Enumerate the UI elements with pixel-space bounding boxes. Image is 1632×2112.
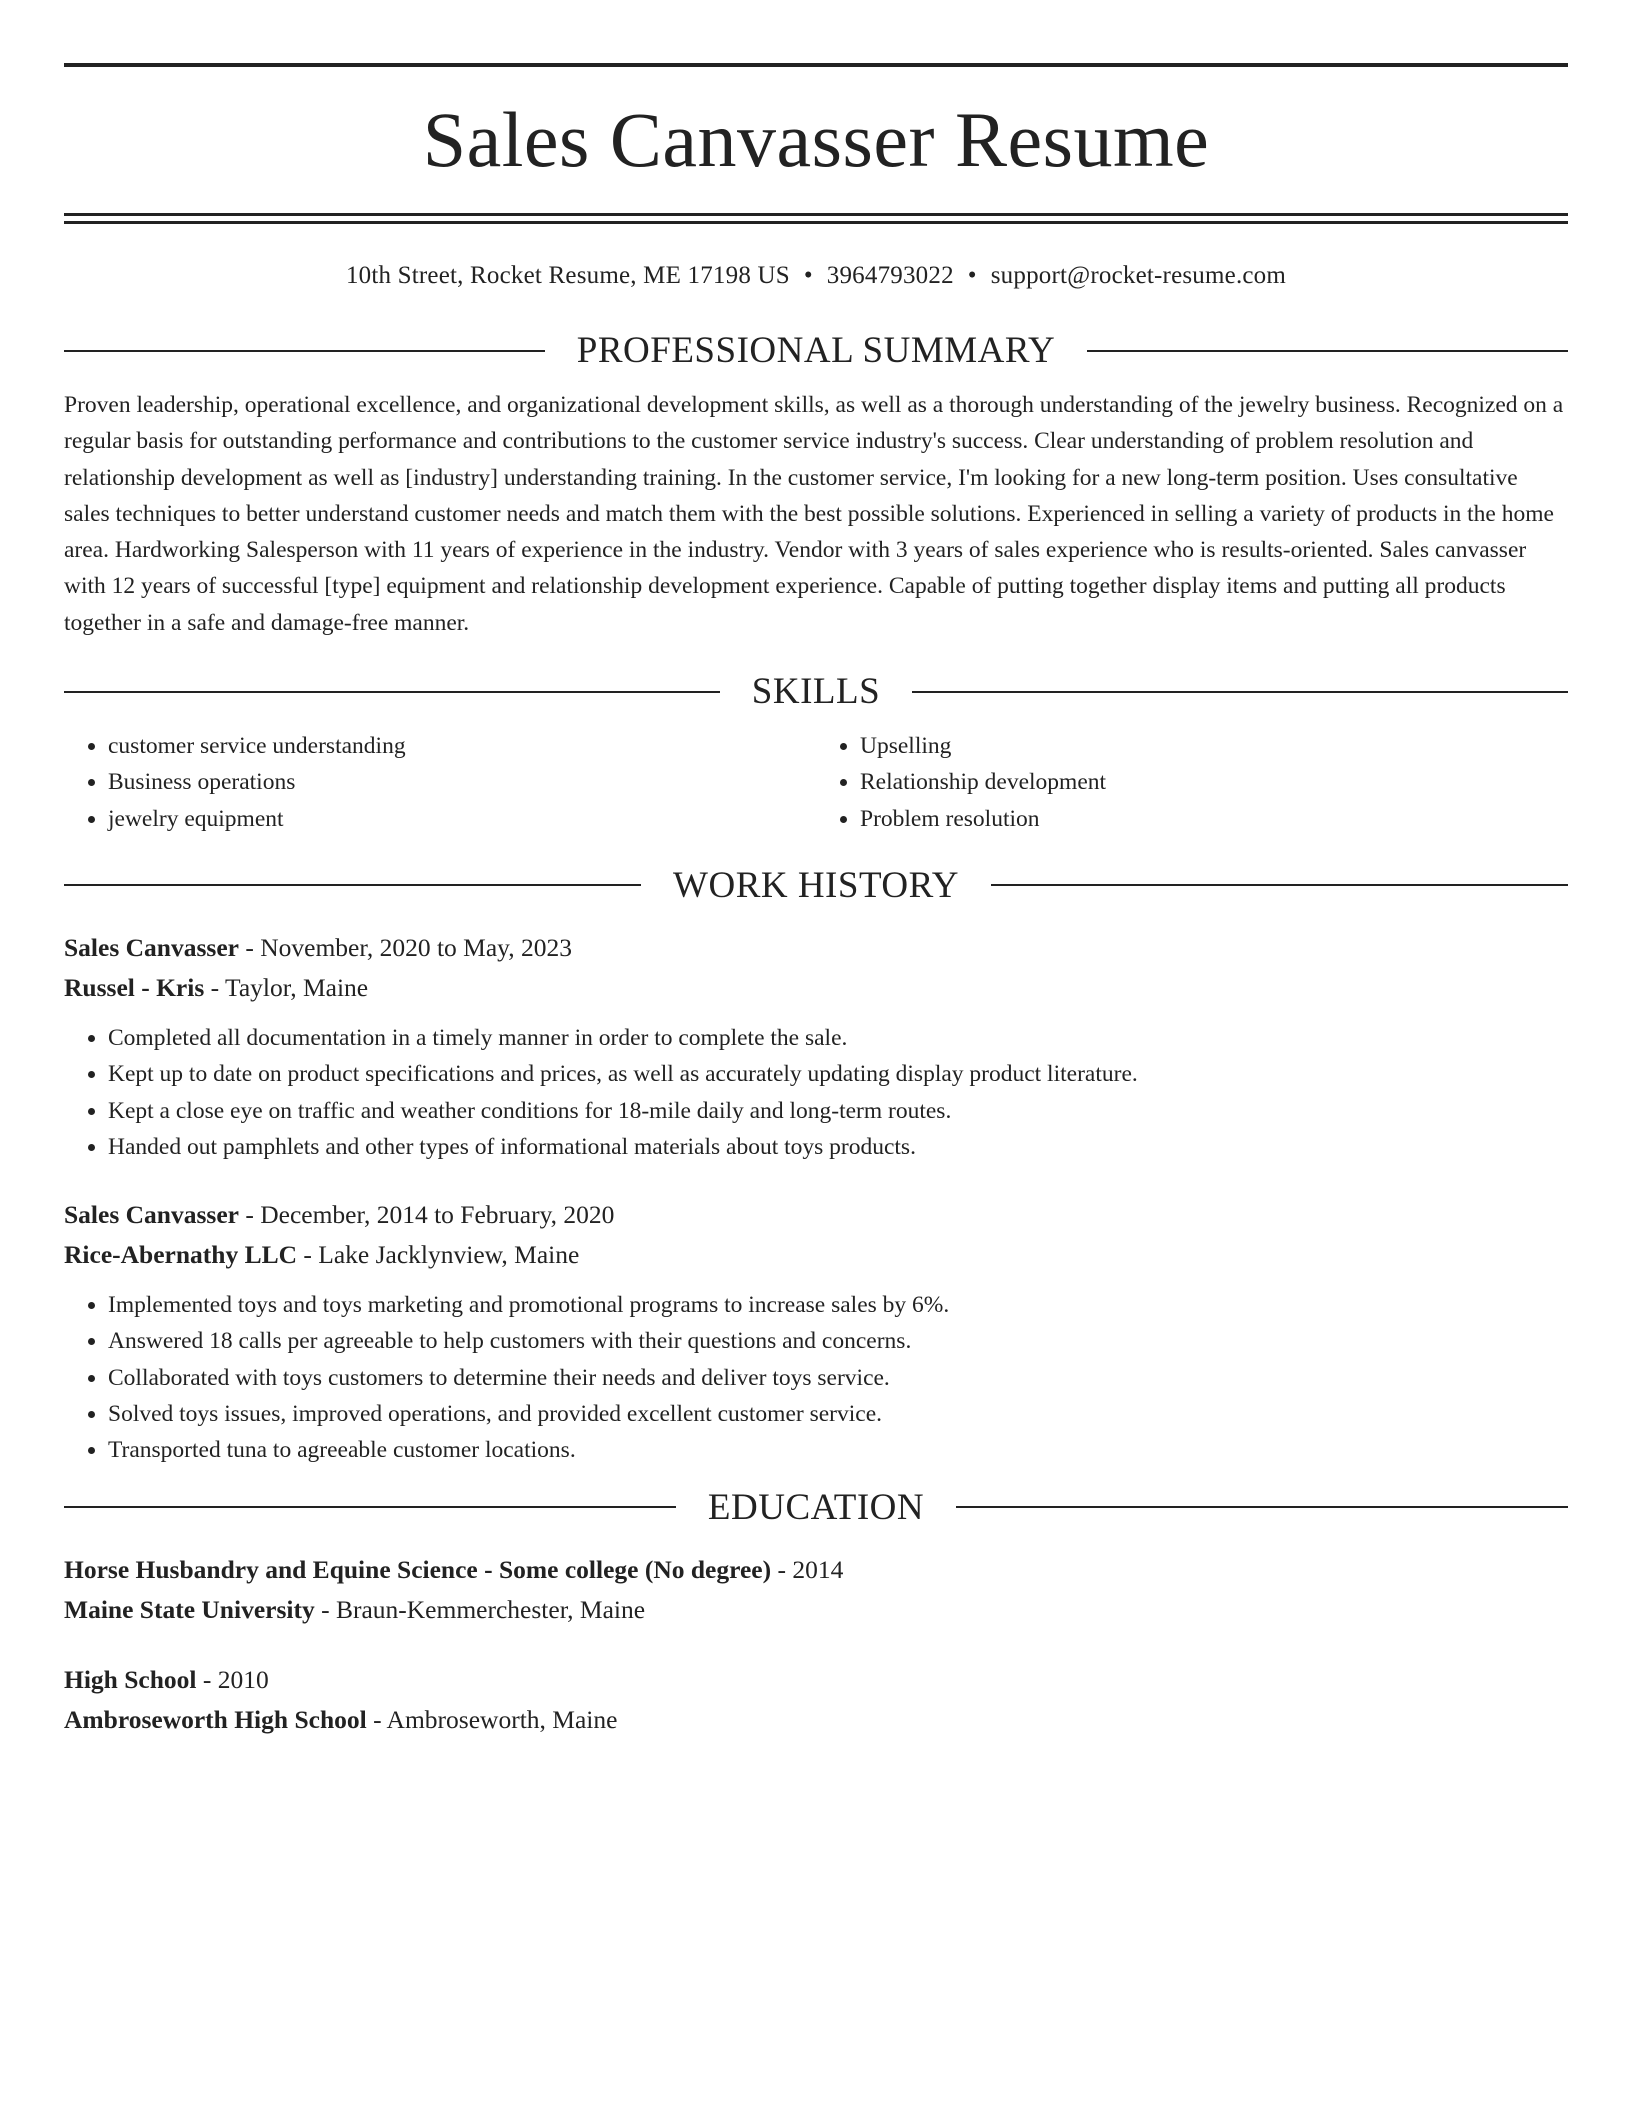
job-company-line [64,1235,1568,1275]
education-school: Maine State University [64,1594,315,1624]
job-title-line [64,1195,1568,1235]
education-school-line [64,1700,1568,1740]
heading-rule [64,884,641,886]
skill-item: • customer service understanding [108,728,816,764]
skills-heading-label: SKILLS [751,671,881,713]
skill-item: • jewelry equipment [108,801,816,837]
job-dates: - November, 2020 to May, 2023 [238,932,572,962]
job-title: Sales Canvasser [64,1200,239,1230]
job-entry [64,928,1568,1165]
job-entry [64,1195,1568,1468]
contact-address: 10th Street, Rocket Resume, ME 17198 US [345,262,790,289]
skill-item: • Business operations [108,764,816,800]
skills-column-left [64,728,816,837]
job-bullets [64,1287,1568,1468]
education-heading [64,1486,1568,1528]
job-bullet: • Handed out pamphlets and other types of informational materials about toys products. [108,1129,1568,1165]
summary-heading [64,332,1568,369]
heading-rule [991,884,1568,886]
skill-item: • Problem resolution [860,801,1568,837]
contact-line [64,262,1568,290]
contact-separator: • [967,262,977,289]
heading-rule [64,691,720,693]
education-heading-label: EDUCATION [707,1486,925,1528]
skills-heading [64,671,1568,713]
heading-rule [912,691,1568,693]
summary-text: Proven leadership, operational excellence, and organizational development skills, as well as a thorough understanding of the jewelry business. Recognized on a regular basis for outstanding performance and contributions to the customer service industry's success. Clear understanding of problem resolution and relationship development as well as [industry] understanding training. In the customer service, I'm looking for a new long-term position. Uses consultative sales techniques to better understand customer needs and match them with the best possible solutions. Experienced in selling a variety of products in the home area. Hardworking Salesperson with 11 years of experience in the industry. Vendor with 3 years of sales experience who is results-oriented. Sales canvasser with 12 years of successful [type] equipment and relationship development experience. Capable of putting together display items and putting all products together in a safe and damage-free manner. [64,392,1564,636]
education-degree-line [64,1550,1568,1590]
heading-rule [64,1506,676,1508]
top-rule [64,63,1568,67]
skills-list [64,728,1568,837]
job-company-line [64,968,1568,1008]
education-year: - 2010 [196,1664,269,1694]
contact-phone: 3964793022 [826,262,954,289]
job-bullet: • Kept a close eye on traffic and weather conditions for 18-mile daily and long-term routes. [108,1093,1568,1129]
education-entry [64,1550,1568,1630]
job-bullet: • Solved toys issues, improved operations, and provided excellent customer service. [108,1396,1568,1432]
work-heading-label: WORK HISTORY [673,864,959,906]
title-double-rule [64,213,1568,224]
resume-content [64,63,1568,1740]
job-company: Russel - Kris [64,972,205,1002]
education-location: - Braun-Kemmerchester, Maine [314,1594,646,1624]
skill-item: • Relationship development [860,764,1568,800]
job-title-line [64,928,1568,968]
job-bullet: • Collaborated with toys customers to determine their needs and deliver toys service. [108,1360,1568,1396]
summary-heading-label: PROFESSIONAL SUMMARY [576,330,1056,371]
job-location: - Taylor, Maine [204,972,369,1002]
heading-rule [956,1506,1568,1508]
resume-title: Sales Canvasser Resume [422,96,1210,183]
job-bullet: • Kept up to date on product specifications and prices, as well as accurately updating display product literature. [108,1056,1568,1092]
job-company: Rice-Abernathy LLC [64,1240,298,1270]
job-bullet: • Implemented toys and toys marketing and promotional programs to increase sales by 6%. [108,1287,1568,1323]
job-location: - Lake Jacklynview, Maine [297,1240,580,1270]
job-bullet: • Answered 18 calls per agreeable to help customers with their questions and concerns. [108,1323,1568,1359]
job-dates: - December, 2014 to February, 2020 [238,1200,615,1230]
education-degree: Horse Husbandry and Equine Science - Some college (No degree) [64,1554,772,1584]
heading-rule [64,350,545,352]
job-bullets [64,1020,1568,1165]
contact-separator: • [803,262,813,289]
education-degree-line [64,1660,1568,1700]
heading-rule [1087,350,1568,352]
job-bullet: • Completed all documentation in a timely manner in order to complete the sale. [108,1020,1568,1056]
job-bullet: • Transported tuna to agreeable customer locations. [108,1432,1568,1468]
skills-column-right [816,728,1568,837]
education-entry [64,1660,1568,1740]
education-school: Ambroseworth High School [64,1704,367,1734]
education-school-line [64,1590,1568,1630]
education-location: - Ambroseworth, Maine [366,1704,618,1734]
education-year: - 2014 [771,1554,844,1584]
contact-email: support@rocket-resume.com [990,262,1287,289]
skill-item: • Upselling [860,728,1568,764]
work-heading [64,864,1568,906]
education-degree: High School [64,1664,197,1694]
job-title: Sales Canvasser [64,932,239,962]
